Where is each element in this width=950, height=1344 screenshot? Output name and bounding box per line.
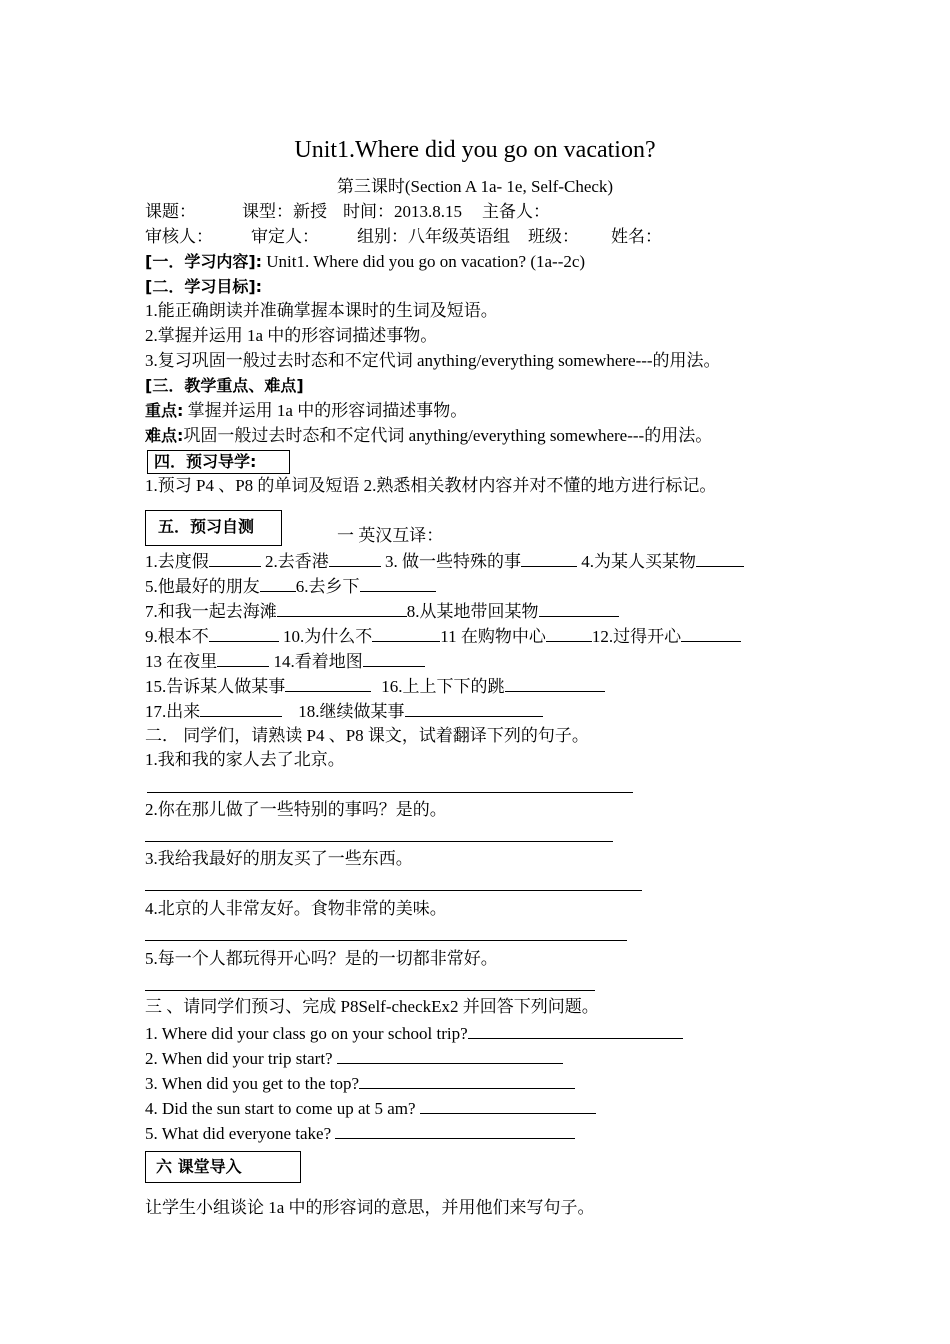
meta-class: 班级： [528, 227, 579, 246]
section-1 [145, 251, 585, 273]
vocab-item: 7.和我一起去海滩 [145, 602, 277, 621]
answer-blank[interactable] [539, 600, 619, 617]
meta-row-2 [145, 226, 662, 248]
section-2-label: [二．学习目标]: [145, 277, 263, 296]
question-text: 3. When did you get to the top? [145, 1074, 360, 1093]
answer-blank[interactable] [420, 1097, 596, 1114]
section-4-box: 四．预习导学: [147, 450, 290, 474]
answer-blank[interactable] [329, 550, 381, 567]
sentence-answer-line[interactable] [145, 841, 613, 842]
answer-blank[interactable] [360, 575, 436, 592]
sub-heading-self-check: 三 、请同学们预习、完成 P8Self-checkEx2 并回答下列问题。 [145, 997, 599, 1016]
vocab-row-5 [145, 650, 425, 673]
sentence-2: 2.你在那儿做了一些特别的事吗？是的。 [145, 800, 447, 819]
vocab-item: 15.告诉某人做某事 [145, 677, 286, 696]
difficult-point [145, 425, 712, 447]
vocab-row-4 [145, 625, 741, 648]
sub-heading-translation: 一 英汉互译： [337, 526, 444, 545]
meta-name: 姓名： [611, 227, 662, 246]
sentence-answer-line[interactable] [145, 990, 595, 991]
answer-blank[interactable] [363, 650, 425, 667]
meta-topic: 课题： [145, 202, 196, 221]
question-4 [145, 1097, 596, 1120]
key-point-label: 重点: [145, 401, 184, 420]
answer-blank[interactable] [546, 625, 592, 642]
answer-blank[interactable] [359, 1072, 575, 1089]
vocab-item: 2.去香港 [265, 552, 329, 571]
answer-blank[interactable] [260, 575, 296, 592]
meta-reviewer: 审核人： [145, 227, 213, 246]
vocab-item: 16.上上下下的跳 [381, 677, 505, 696]
section-6-box: 六 课堂导入 [145, 1151, 301, 1183]
section-6-text: 让学生小组谈论 1a 中的形容词的意思，并用他们来写句子。 [145, 1198, 595, 1217]
objective-2: 2.掌握并运用 1a 中的形容词描述事物。 [145, 326, 438, 345]
vocab-item: 10.为什么不 [283, 627, 373, 646]
vocab-item: 6.去乡下 [295, 577, 360, 596]
answer-blank[interactable] [200, 700, 282, 717]
answer-blank[interactable] [521, 550, 577, 567]
question-text: 5. What did everyone take? [145, 1124, 336, 1143]
objective-3: 3.复习巩固一般过去时态和不定代词 anything/everything somewhere---的用法。 [145, 351, 721, 370]
answer-blank[interactable] [335, 1122, 575, 1139]
vocab-item: 14.看着地图 [273, 652, 363, 671]
question-text: 4. Did the sun start to come up at 5 am? [145, 1099, 420, 1118]
sentence-answer-line[interactable] [145, 940, 627, 941]
answer-blank[interactable] [505, 675, 605, 692]
sentence-3: 3.我给我最好的朋友买了一些东西。 [145, 849, 413, 868]
vocab-item: 18.继续做某事 [298, 702, 405, 721]
section-5-box: 五．预习自测 [145, 510, 282, 546]
vocab-item: 5.他最好的朋友 [145, 577, 260, 596]
question-2 [145, 1047, 563, 1070]
answer-blank[interactable] [372, 625, 440, 642]
sentence-answer-line[interactable] [147, 792, 633, 793]
sub-heading-sentences: 二． 同学们，请熟读 P4 、P8 课文，试着翻译下列的句子。 [145, 726, 589, 745]
meta-row-1 [145, 201, 550, 223]
section-4-text: 1.预习 P4 、P8 的单词及短语 2.熟悉相关教材内容并对不懂的地方进行标记。 [145, 476, 717, 495]
meta-approver: 审定人： [251, 227, 319, 246]
difficult-point-label: 难点: [145, 426, 184, 445]
question-5 [145, 1122, 575, 1145]
difficult-point-text: 巩固一般过去时态和不定代词 anything/everything somewhere---的用法。 [183, 426, 713, 445]
section-1-label: [一．学习内容]: [145, 252, 263, 271]
lesson-subtitle: 第三课时(Section A 1a- 1e, Self-Check) [336, 177, 614, 196]
answer-blank[interactable] [209, 625, 279, 642]
meta-group: 组别：八年级英语组 [357, 227, 510, 246]
question-3 [145, 1072, 575, 1095]
vocab-item: 13 在夜里 [145, 652, 218, 671]
sentence-1: 1.我和我的家人去了北京。 [145, 750, 345, 769]
vocab-item: 8.从某地带回某物 [406, 602, 539, 621]
meta-type: 课型：新授 [242, 202, 327, 221]
question-1 [145, 1022, 683, 1045]
meta-preparer: 主备人： [482, 202, 550, 221]
vocab-row-6 [145, 675, 605, 698]
vocab-row-7 [145, 700, 543, 723]
answer-blank[interactable] [468, 1022, 683, 1039]
answer-blank[interactable] [209, 550, 261, 567]
sentence-answer-line[interactable] [145, 890, 642, 891]
key-point-text: 掌握并运用 1a 中的形容词描述事物。 [183, 401, 468, 420]
vocab-item: 4.为某人买某物 [581, 552, 696, 571]
answer-blank[interactable] [405, 700, 543, 717]
vocab-item: 9.根本不 [145, 627, 209, 646]
vocab-item: 3. 做一些特殊的事 [385, 552, 521, 571]
vocab-item: 1.去度假 [145, 552, 209, 571]
sentence-4: 4.北京的人非常友好。食物非常的美味。 [145, 899, 447, 918]
vocab-row-3 [145, 600, 619, 623]
objective-1: 1.能正确朗读并准确掌握本课时的生词及短语。 [145, 301, 498, 320]
vocab-item: 17.出来 [145, 702, 201, 721]
meta-time: 时间：2013.8.15 [343, 202, 462, 221]
page-title: Unit1.Where did you go on vacation? [294, 137, 656, 163]
vocab-row-1 [145, 550, 744, 573]
sentence-5: 5.每一个人都玩得开心吗？是的一切都非常好。 [145, 949, 498, 968]
answer-blank[interactable] [696, 550, 744, 567]
key-point [145, 400, 467, 422]
answer-blank[interactable] [681, 625, 741, 642]
section-1-text: Unit1. Where did you go on vacation? (1a--2c) [262, 252, 586, 271]
answer-blank[interactable] [337, 1047, 563, 1064]
vocab-row-2 [145, 575, 436, 598]
answer-blank[interactable] [217, 650, 269, 667]
answer-blank[interactable] [277, 600, 407, 617]
question-text: 2. When did your trip start? [145, 1049, 337, 1068]
question-text: 1. Where did your class go on your school trip? [145, 1024, 468, 1043]
vocab-item: 11 在购物中心 [440, 627, 546, 646]
section-3-label: [三．教学重点、难点] [145, 376, 304, 395]
answer-blank[interactable] [285, 675, 371, 692]
vocab-item: 12.过得开心 [591, 627, 682, 646]
